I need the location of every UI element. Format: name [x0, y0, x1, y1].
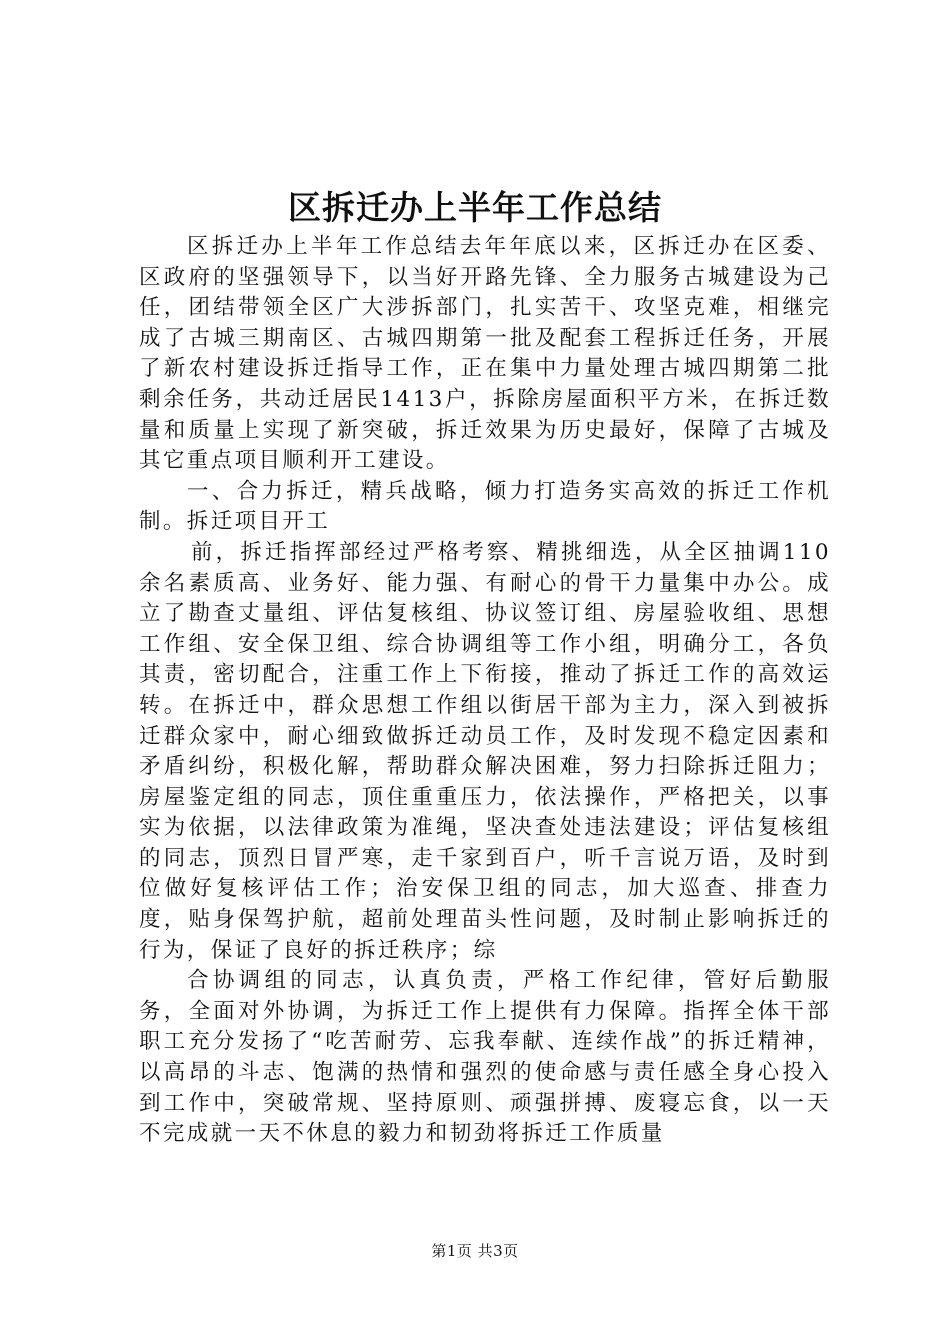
- document-title: 区拆迁办上半年工作总结: [288, 188, 662, 227]
- paragraph-intro: 区拆迁办上半年工作总结去年年底以来，区拆迁办在区委、区政府的坚强领导下，以当好开路先锋、全力服务古城建设为己任，团结带领全区广大涉拆部门，扎实苦干、攻坚克难，相继完成了古城三期南区、古城四期第一批及配套工程拆迁任务，开展了新农村建设拆迁指导工作，正在集中力量处理古城四期第二批剩余任务，共动迁居民1413户，拆除房屋面积平方米，在拆迁数量和质量上实现了新突破，拆迁效果为历史最好，保障了古城及其它重点项目顺利开工建设。: [139, 234, 831, 474]
- paragraph-coordination: 合协调组的同志，认真负责，严格工作纪律，管好后勤服务，全面对外协调，为拆迁工作上提供有力保障。指挥全体干部职工充分发扬了“吃苦耐劳、忘我奉献、连续作战”的拆迁精神，以高昂的斗志、饱满的热情和强烈的使命感与责任感全身心投入到工作中，突破常规、坚持原则、顽强拼搏、废寝忘食，以一天不完成就一天不休息的毅力和韧劲将拆迁工作质量: [139, 968, 831, 1147]
- paragraph-section-one-body: 前，拆迁指挥部经过严格考察、精挑细选，从全区抽调110余名素质高、业务好、能力强、有耐心的骨干力量集中办公。成立了勘查丈量组、评估复核组、协议签订组、房屋验收组、思想工作组、安全保卫组、综合协调组等工作小组，明确分工，各负其责，密切配合，注重工作上下衔接，推动了拆迁工作的高效运转。在拆迁中，群众思想工作组以街居干部为主力，深入到被拆迁群众家中，耐心细致做拆迁动员工作，及时发现不稳定因素和矛盾纠纷，积极化解，帮助群众解决困难，努力扫除拆迁阻力；房屋鉴定组的同志，顶住重重压力，依法操作，严格把关，以事实为依据，以法律政策为准绳，坚决查处违法建设；评估复核组的同志，顶烈日冒严寒，走千家到百户，听千言说万语，及时到位做好复核评估工作；治安保卫组的同志，加大巡查、排查力度，贴身保驾护航，超前处理苗头性问题，及时制止影响拆迁的行为，保证了良好的拆迁秩序；综: [139, 539, 831, 963]
- paragraph-section-one-heading: 一、合力拆迁，精兵战略，倾力打造务实高效的拆迁工作机制。拆迁项目开工: [139, 478, 831, 535]
- document-body: [139, 232, 831, 1150]
- page-indicator: 第1页 共3页: [431, 1242, 519, 1260]
